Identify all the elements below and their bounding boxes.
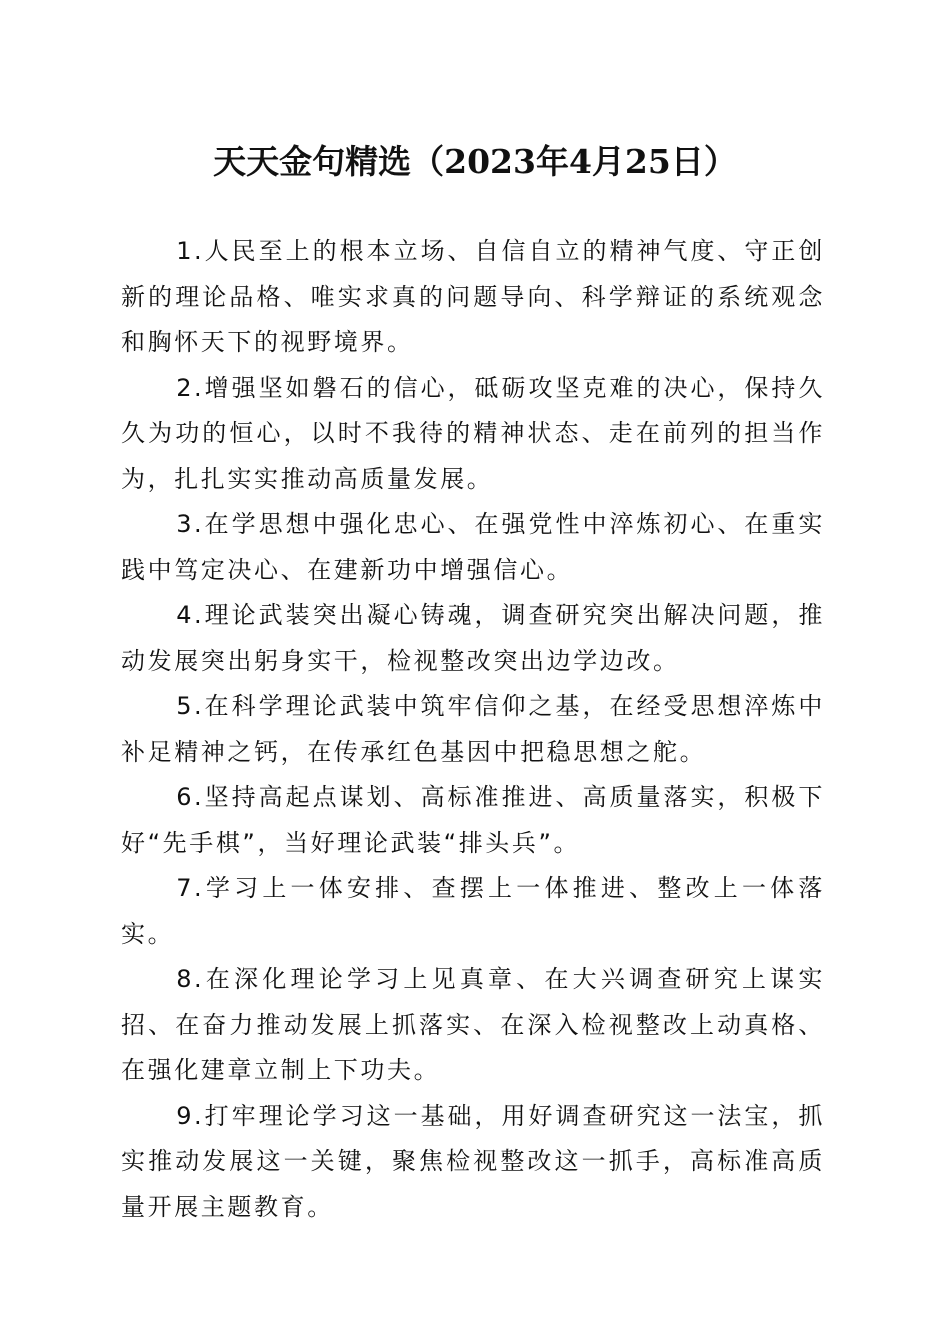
- quote-paragraph-3: 3.在学思想中强化忠心、在强党性中淬炼初心、在重实践中笃定决心、在建新功中增强信心。: [121, 510, 825, 584]
- quote-paragraph-6: 6.坚持高起点谋划、高标准推进、高质量落实，积极下好“先手棋”，当好理论武装“排头兵”。: [121, 783, 825, 857]
- quote-paragraph-1: 1.人民至上的根本立场、自信自立的精神气度、守正创新的理论品格、唯实求真的问题导向、科学辩证的系统观念和胸怀天下的视野境界。: [121, 237, 825, 356]
- document-title: 天天金句精选（2023年4月25日）: [213, 142, 737, 181]
- quote-paragraph-7: 7.学习上一体安排、查摆上一体推进、整改上一体落实。: [121, 874, 825, 948]
- quote-paragraph-4: 4.理论武装突出凝心铸魂，调查研究突出解决问题，推动发展突出躬身实干，检视整改突出边学边改。: [121, 601, 825, 675]
- quote-paragraph-5: 5.在科学理论武装中筑牢信仰之基，在经受思想淬炼中补足精神之钙，在传承红色基因中把稳思想之舵。: [121, 692, 825, 766]
- quote-paragraph-9: 9.打牢理论学习这一基础，用好调查研究这一法宝，抓实推动发展这一关键，聚焦检视整改这一抓手，高标准高质量开展主题教育。: [121, 1101, 825, 1221]
- document-body: [121, 229, 825, 1230]
- quote-paragraph-8: 8.在深化理论学习上见真章、在大兴调查研究上谋实招、在奋力推动发展上抓落实、在深入检视整改上动真格、在强化建章立制上下功夫。: [121, 965, 825, 1084]
- quote-paragraph-2: 2.增强坚如磐石的信心，砥砺攻坚克难的决心，保持久久为功的恒心，以时不我待的精神状态、走在前列的担当作为，扎扎实实推动高质量发展。: [121, 373, 825, 493]
